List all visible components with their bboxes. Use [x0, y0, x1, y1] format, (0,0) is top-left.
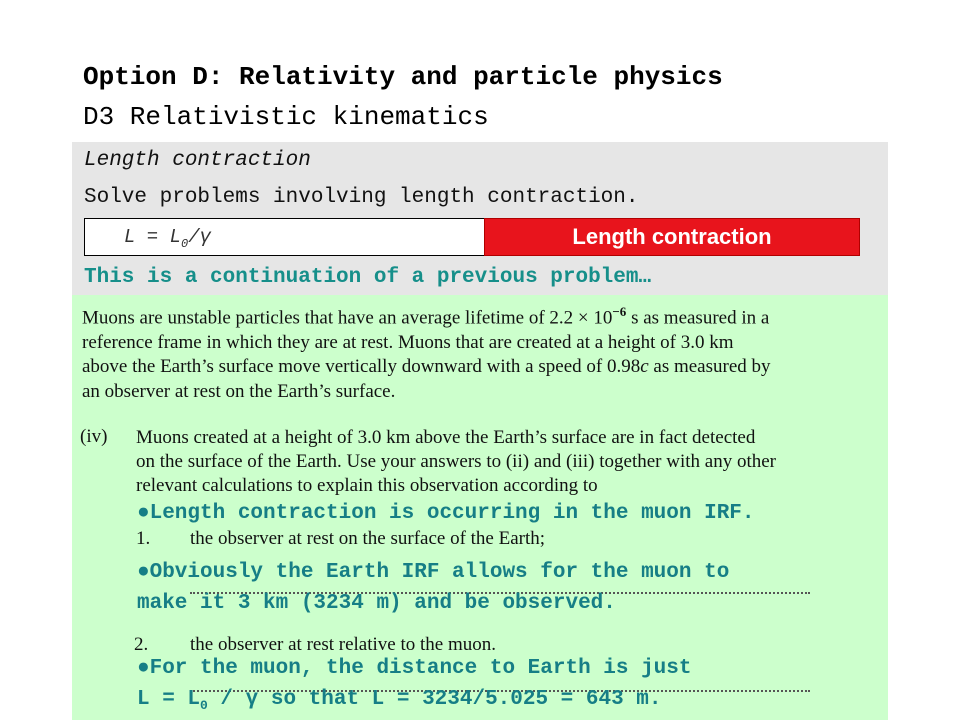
answer-3-line2: $L = L_0 / \gamma$ so that L = 3234/5.025 = 643 m. — [137, 688, 662, 714]
item1-number: 1. — [136, 528, 151, 549]
answer-1: ●Length contraction is occurring in the muon IRF. — [137, 502, 755, 525]
intro-line: Muons are unstable particles that have an average lifetime of $2.2 \times 10^{-6}$ s as measured in a — [82, 304, 770, 329]
formula-subscript: 0 — [181, 236, 189, 251]
formula — [124, 226, 211, 251]
item1-text: the observer at rest on the surface of the Earth; — [190, 528, 546, 549]
question-text — [136, 426, 776, 498]
question-line: relevant calculations to explain this observation according to — [136, 475, 598, 496]
objective-text: Solve problems involving length contraction. — [84, 186, 639, 209]
item2-number: 2. — [134, 634, 149, 655]
part-label: (iv) — [80, 426, 108, 447]
answer-2-line2: make it 3 km (3234 m) and be observed. — [137, 592, 616, 615]
answer-2 — [137, 557, 729, 619]
topic-label: Length contraction — [84, 149, 311, 172]
slide-title: Option D: Relativity and particle physics — [83, 62, 723, 92]
speed-symbol: c — [640, 356, 649, 378]
answer-3-line1: ●For the muon, the distance to Earth is just — [137, 657, 692, 680]
item2-text: the observer at rest relative to the muon. — [190, 634, 497, 655]
formula-lhs: L = L — [124, 226, 182, 248]
answer-3 — [137, 653, 692, 721]
formula-badge: Length contraction — [484, 218, 860, 256]
problem-intro — [82, 300, 882, 404]
exponent: −6 — [612, 304, 627, 319]
answer-2-line1: ●Obviously the Earth IRF allows for the muon to — [137, 561, 730, 584]
slide-subtitle: D3 Relativistic kinematics — [83, 102, 489, 132]
intro-line: reference frame in which they are at rest. Muons that are created at a height of 3.0 km — [82, 331, 734, 353]
formula-rhs: /γ — [188, 226, 212, 248]
question-line: on the surface of the Earth. Use your answers to (ii) and (iii) together with any other — [136, 451, 776, 472]
continuation-note: This is a continuation of a previous problem… — [84, 266, 652, 289]
intro-line: above the Earth’s surface move vertically downward with a speed of 0.98c as measured by — [82, 356, 771, 378]
question-line: Muons created at a height of 3.0 km above the Earth’s surface are in fact detected — [136, 427, 756, 448]
intro-line: an observer at rest on the Earth’s surface. — [82, 380, 396, 402]
